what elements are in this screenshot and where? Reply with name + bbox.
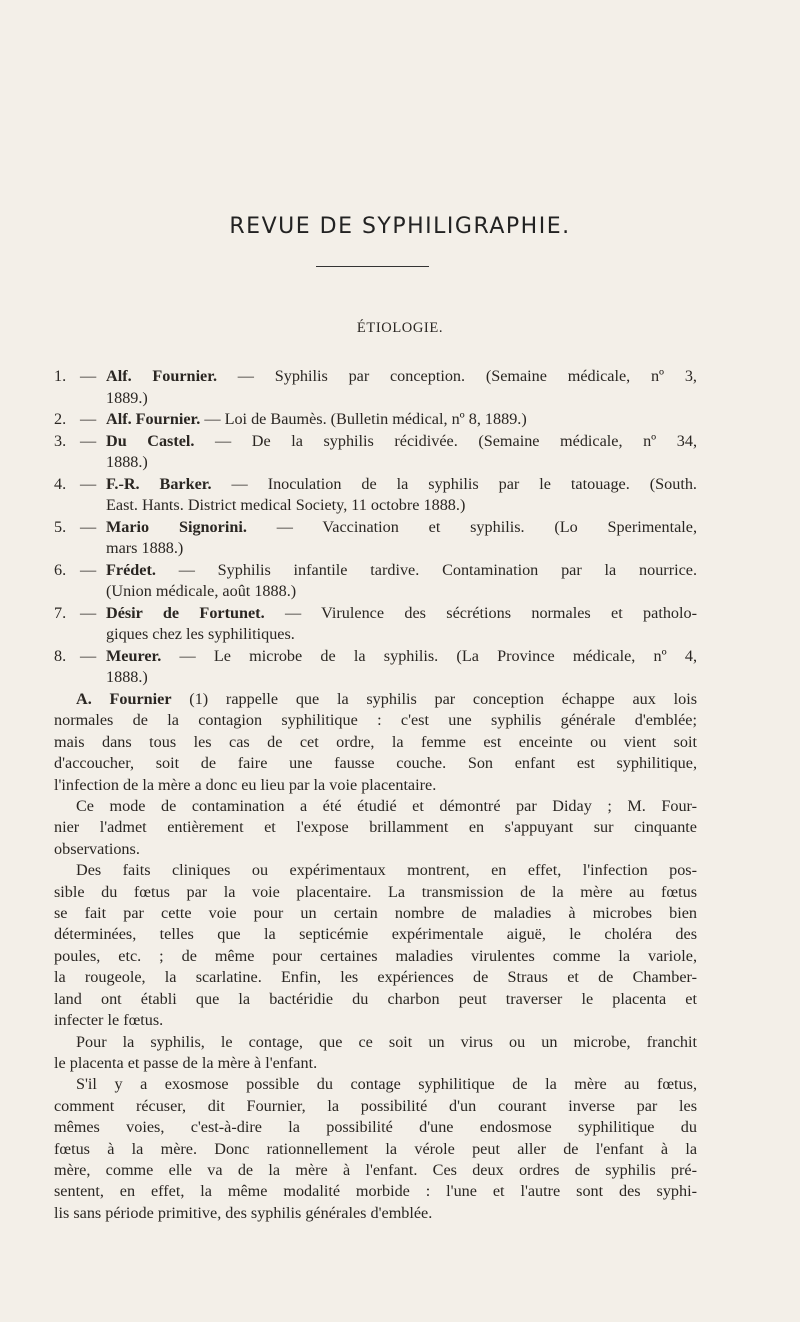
reference-number: 6.	[54, 560, 67, 579]
reference-item	[54, 517, 697, 560]
text-line: comment récuser, dit Fournier, la possibilité d'un courant inverse par les	[54, 1096, 697, 1115]
reference-item	[54, 431, 697, 474]
paragraph	[54, 689, 697, 796]
reference-dash: —	[80, 560, 97, 579]
reference-number: 4.	[54, 474, 67, 493]
page-title: REVUE DE SYPHILIGRAPHIE.	[229, 214, 571, 239]
body-text	[54, 689, 697, 1224]
reference-dash: —	[80, 474, 97, 493]
reference-author: Alf. Fournier.	[106, 367, 238, 385]
reference-number: 3.	[54, 431, 67, 450]
reference-dash: —	[80, 603, 97, 622]
reference-item	[54, 603, 697, 646]
reference-continuation: mars 1888.)	[106, 539, 184, 557]
reference-author: F.-R. Barker.	[106, 474, 232, 493]
reference-continuation: East. Hants. District medical Society, 11 octobre 1888.)	[106, 496, 466, 514]
paragraph	[54, 860, 697, 1031]
text-line: sentent, en effet, la même modalité morbide : l'une et l'autre sont des syphi-	[54, 1182, 697, 1201]
reference-author: Alf. Fournier.	[106, 410, 205, 428]
reference-continuation: giques chez les syphilitiques.	[106, 625, 295, 643]
text-line: A. Fournier (1) rappelle que la syphilis par conception échappe aux lois	[76, 690, 698, 708]
reference-number: 5.	[54, 517, 67, 536]
reference-item	[54, 409, 697, 431]
reference-item	[54, 474, 697, 517]
text-line: S'il y a exosmose possible du contage syphilitique de la mère au fœtus,	[76, 1075, 697, 1094]
reference-number: 8.	[54, 646, 67, 665]
reference-text: — Syphilis par conception. (Semaine médicale, nº 3,	[237, 367, 697, 385]
text-line: infecter le fœtus.	[54, 1011, 164, 1030]
text-line: Des faits cliniques ou expérimentaux montrent, en effet, l'infection pos-	[76, 861, 697, 880]
text-line: Pour la syphilis, le contage, que ce soit un virus ou un microbe, franchit	[76, 1032, 697, 1051]
text-line: mêmes voies, c'est-à-dire la possibilité d'une endosmose syphilitique du	[54, 1118, 697, 1137]
reference-text: — Inoculation de la syphilis par le tatouage. (South.	[231, 474, 697, 493]
reference-number: 7.	[54, 603, 67, 622]
reference-text: — Vaccination et syphilis. (Lo Sperimentale,	[276, 517, 697, 536]
text-line: normales de la contagion syphilitique : c'est une syphilis générale d'emblée;	[54, 711, 697, 730]
section-heading: ÉTIOLOGIE.	[356, 320, 444, 336]
paragraph-lead: A. Fournier	[76, 690, 172, 708]
reference-text: — Loi de Baumès. (Bulletin médical, nº 8, 1889.)	[204, 410, 527, 428]
text-line: d'accoucher, soit de faire une fausse couche. Son enfant est syphilitique,	[54, 754, 697, 773]
text-line: observations.	[54, 839, 140, 858]
text-line: l'infection de la mère a donc eu lieu par la voie placentaire.	[54, 775, 437, 794]
reference-continuation: 1888.)	[106, 453, 148, 471]
reference-number: 2.	[54, 410, 67, 428]
paragraph	[54, 1032, 697, 1075]
reference-text: — Syphilis infantile tardive. Contamination par la nourrice.	[178, 560, 697, 579]
text-line: mais dans tous les cas de cet ordre, la femme est enceinte ou vient soit	[54, 732, 697, 751]
paragraph	[54, 796, 697, 860]
reference-item	[54, 366, 697, 409]
text-line: poules, etc. ; de même pour certaines maladies virulentes comme la variole,	[54, 946, 697, 965]
text-line: le placenta et passe de la mère à l'enfant.	[54, 1053, 318, 1072]
text-line: se fait par cette voie pour un certain nombre de maladies à microbes bien	[54, 904, 697, 923]
reference-author: Mario Signorini.	[106, 517, 277, 536]
reference-dash: —	[80, 410, 97, 428]
reference-dash: —	[80, 431, 97, 450]
reference-text: — De la syphilis récidivée. (Semaine médicale, nº 34,	[215, 431, 697, 450]
reference-dash: —	[80, 646, 97, 665]
reference-continuation: 1889.)	[106, 388, 148, 407]
reference-text: — Le microbe de la syphilis. (La Province médicale, nº 4,	[179, 646, 697, 665]
reference-item	[54, 560, 697, 603]
reference-item	[54, 646, 697, 689]
reference-author: Frédet.	[106, 560, 179, 579]
reference-number: 1.	[54, 367, 67, 385]
text-line: sible du fœtus par la voie placentaire. La transmission de la mère au fœtus	[54, 882, 697, 901]
text-line: Ce mode de contamination a été étudié et démontré par Diday ; M. Four-	[76, 797, 697, 816]
reference-text: — Virulence des sécrétions normales et patholo-	[284, 603, 697, 622]
text-line: déterminées, telles que la septicémie expérimentale aiguë, le choléra des	[54, 925, 697, 944]
text-line: land ont établi que la bactéridie du charbon peut traverser le placenta et	[54, 989, 697, 1008]
reference-dash: —	[80, 367, 97, 385]
text-line: fœtus à la mère. Donc rationnellement la vérole peut aller de l'enfant à la	[54, 1139, 697, 1158]
paragraph	[54, 1074, 697, 1224]
reference-author: Désir de Fortunet.	[106, 603, 285, 622]
text-line: nier l'admet entièrement et l'expose brillamment en s'appuyant sur cinquante	[54, 818, 697, 837]
text-line: mère, comme elle va de la mère à l'enfant. Ces deux ordres de syphilis pré-	[54, 1160, 697, 1179]
reference-author: Meurer.	[106, 646, 180, 665]
reference-continuation: 1888.)	[106, 668, 148, 686]
text-line: lis sans période primitive, des syphilis générales d'emblée.	[54, 1203, 433, 1222]
reference-list	[54, 366, 697, 689]
text-line: la rougeole, la scarlatine. Enfin, les expériences de Straus et de Chamber-	[54, 968, 697, 987]
reference-dash: —	[80, 517, 97, 536]
reference-author: Du Castel.	[106, 431, 216, 450]
title-rule	[316, 266, 429, 267]
reference-continuation: (Union médicale, août 1888.)	[106, 582, 297, 600]
